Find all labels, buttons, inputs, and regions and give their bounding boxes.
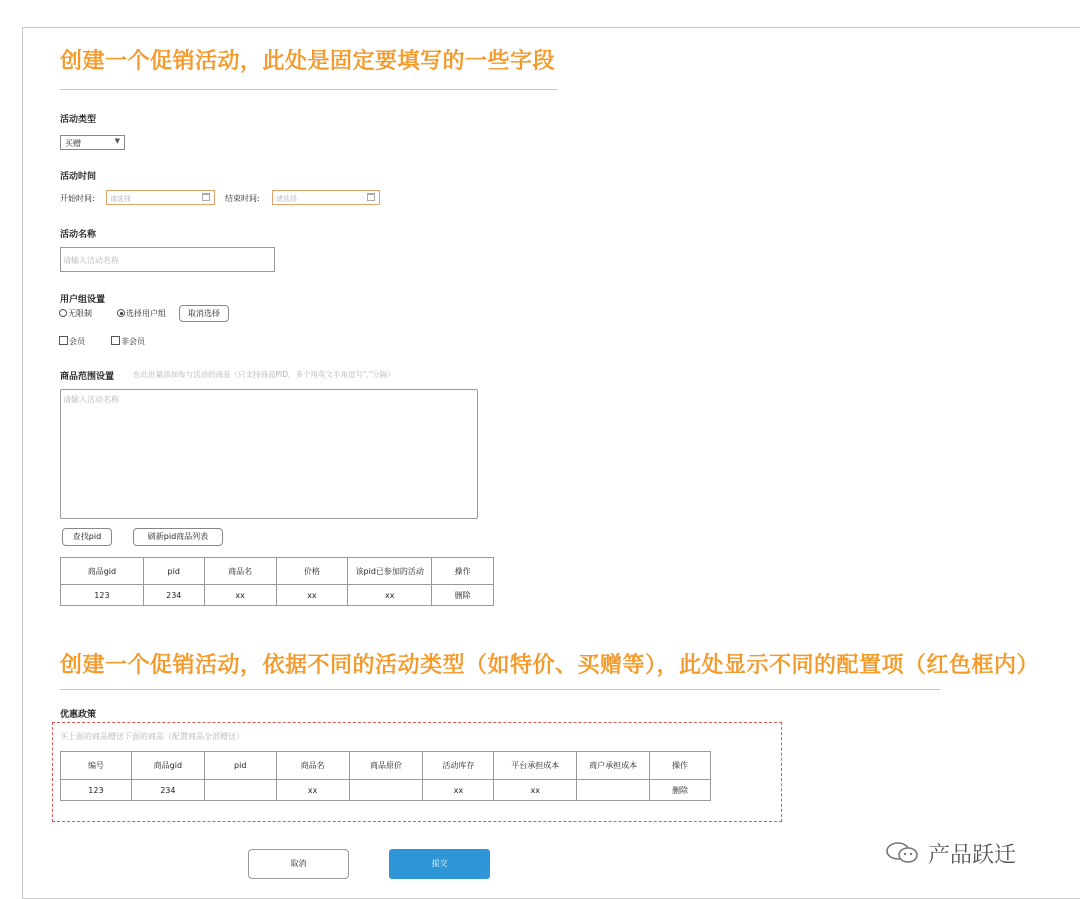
cancel-selection-button[interactable]: 取消选择 <box>179 305 229 322</box>
end-time-placeholder: 请选择 <box>276 195 297 203</box>
checkbox-member-label: 会员 <box>69 337 85 346</box>
table-header: 操作 <box>650 752 711 780</box>
watermark-text: 产品跃迁 <box>928 843 1017 868</box>
activity-name-label: 活动名称 <box>60 230 97 240</box>
table-header: 平台承担成本 <box>494 752 577 780</box>
calendar-icon <box>202 193 210 201</box>
section1-heading: 创建一个促销活动，此处是固定要填写的一些字段 <box>60 49 556 74</box>
delete-link[interactable]: 删除 <box>432 585 494 606</box>
table-cell: xx <box>494 780 577 801</box>
refresh-pid-list-button[interactable]: 刷新pid商品列表 <box>133 528 223 546</box>
table-header: 商品名 <box>204 558 276 585</box>
table-header: 操作 <box>432 558 494 585</box>
table-header: 商品原价 <box>349 752 423 780</box>
checkbox-member[interactable] <box>59 336 85 347</box>
checkbox-non-member[interactable] <box>111 336 145 347</box>
chevron-down-icon: ▼ <box>114 137 120 145</box>
table-cell <box>349 780 423 801</box>
table-cell: xx <box>348 585 432 606</box>
table-header: 商品gid <box>61 558 144 585</box>
table-row <box>61 585 494 606</box>
start-time-input[interactable] <box>106 190 215 205</box>
watermark <box>885 838 1016 869</box>
checkbox-icon <box>111 336 120 345</box>
delete-link[interactable]: 删除 <box>650 780 711 801</box>
radio-select-group-label: 选择用户组 <box>126 309 166 318</box>
activity-type-select[interactable] <box>60 135 125 150</box>
activity-name-placeholder: 请输入活动名称 <box>63 256 119 265</box>
start-time-placeholder: 请选择 <box>110 195 131 203</box>
radio-icon <box>59 309 67 317</box>
table-header: pid <box>143 558 204 585</box>
table-header: pid <box>204 752 276 780</box>
radio-select-group[interactable] <box>117 308 166 319</box>
submit-button[interactable]: 提交 <box>389 849 490 879</box>
table-header: 商户承担成本 <box>577 752 650 780</box>
table-cell: xx <box>204 585 276 606</box>
section1-divider <box>60 89 558 90</box>
start-time-label: 开始时间: <box>60 194 95 203</box>
table-header: 活动库存 <box>423 752 494 780</box>
cancel-button[interactable]: 取消 <box>248 849 349 879</box>
table-row <box>61 780 711 801</box>
activity-time-label: 活动时间 <box>60 172 97 182</box>
checkbox-icon <box>59 336 68 345</box>
table-cell: 123 <box>61 780 132 801</box>
radio-unlimited-label: 无限制 <box>68 309 92 318</box>
calendar-icon <box>367 193 375 201</box>
table-header: 编号 <box>61 752 132 780</box>
end-time-label: 结束时间: <box>225 194 260 203</box>
activity-name-input[interactable] <box>60 247 275 272</box>
activity-type-label: 活动类型 <box>60 115 97 125</box>
pid-textarea-placeholder: 请输入活动名称 <box>63 395 119 404</box>
policy-hint: 买上面的商品赠送下面的商品（配置商品全部赠送） <box>60 732 244 741</box>
table-header-row <box>61 558 494 585</box>
pid-product-table <box>60 557 494 606</box>
table-header: 商品名 <box>276 752 349 780</box>
gift-product-table <box>60 751 711 801</box>
section2-divider <box>60 689 940 690</box>
product-scope-label: 商品范围设置 <box>60 372 115 382</box>
pid-textarea[interactable] <box>60 389 478 519</box>
table-header: 该pid已参加的活动 <box>348 558 432 585</box>
table-cell <box>577 780 650 801</box>
product-scope-hint: 在此批量添加参与活动的商品（只支持商品PID，多个用英文半角逗号","分隔） <box>133 370 395 379</box>
checkbox-non-member-label: 非会员 <box>121 337 145 346</box>
find-pid-button[interactable]: 查找pid <box>62 528 112 546</box>
table-cell <box>204 780 276 801</box>
policy-label: 优惠政策 <box>60 710 97 720</box>
wechat-icon <box>885 840 921 866</box>
table-cell: xx <box>276 780 349 801</box>
table-cell: xx <box>276 585 348 606</box>
table-cell: 234 <box>131 780 204 801</box>
table-cell: xx <box>423 780 494 801</box>
table-header: 商品gid <box>131 752 204 780</box>
activity-type-value: 买赠 <box>65 139 81 148</box>
section2-heading: 创建一个促销活动，依据不同的活动类型（如特价、买赠等），此处显示不同的配置项（红色框内） <box>60 653 1040 678</box>
table-header-row <box>61 752 711 780</box>
user-group-label: 用户组设置 <box>60 295 106 305</box>
table-cell: 234 <box>143 585 204 606</box>
radio-unlimited[interactable] <box>59 308 92 319</box>
table-header: 价格 <box>276 558 348 585</box>
end-time-input[interactable] <box>272 190 380 205</box>
radio-checked-icon <box>117 309 125 317</box>
table-cell: 123 <box>61 585 144 606</box>
